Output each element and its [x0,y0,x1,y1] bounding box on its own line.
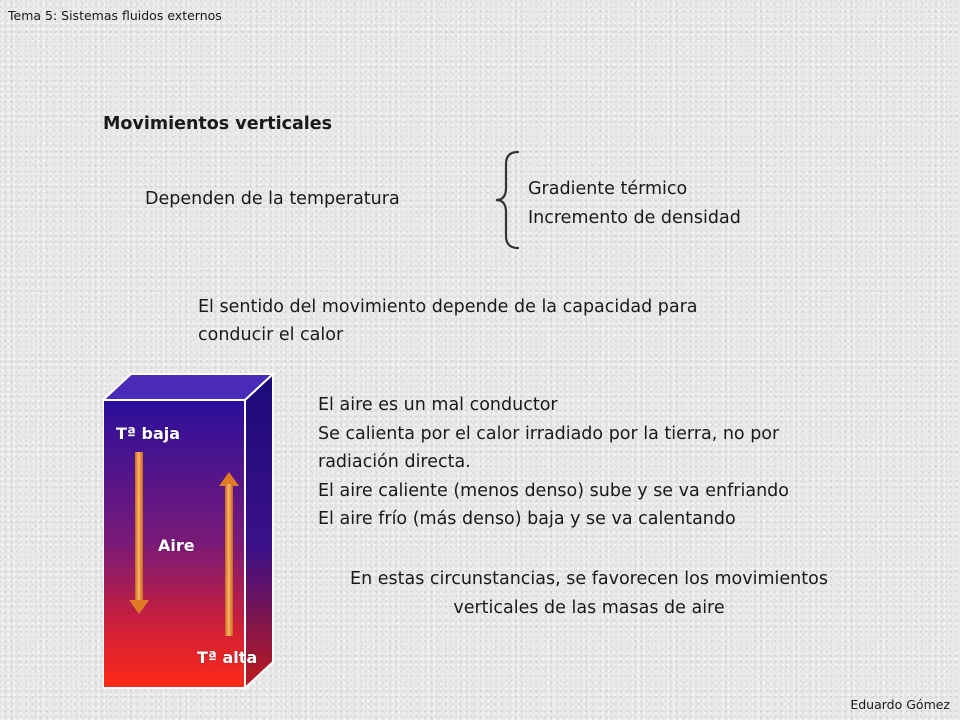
text-line: conducir el calor [198,325,344,345]
dependency-item-gradient: Gradiente térmico [528,179,688,199]
text-line: El aire frío (más denso) baja y se va calentando [318,509,736,529]
dependency-items [528,175,741,233]
air-column-diagram [103,372,275,690]
slide-header: Tema 5: Sistemas fluidos externos [8,8,222,23]
dependency-label: Dependen de la temperatura [145,189,400,209]
text-line: verticales de las masas de aire [453,598,725,618]
air-column-graphic [103,372,275,690]
slide-footer-author: Eduardo Gómez [850,697,950,712]
text-line: Se calienta por el calor irradiado por la tierra, no por [318,423,780,444]
conclusion-text [320,565,858,623]
text-line: El aire es un mal conductor [318,395,558,415]
text-line: radiación directa. [318,452,471,472]
explanation-text [318,391,789,534]
text-line: El sentido del movimiento depende de la capacidad para [198,297,698,317]
slide-title: Movimientos verticales [103,114,333,134]
text-line: El aire caliente (menos denso) sube y se va enfriando [318,480,789,501]
label-low-temperature: Tª baja [116,424,181,443]
text-line: En estas circunstancias, se favorecen los movimientos [350,569,828,589]
box-top-face [103,374,273,400]
curly-brace [492,148,532,252]
label-high-temperature: Tª alta [197,648,258,667]
movement-direction-text [198,293,698,349]
box-side-face [245,374,273,688]
dependency-item-density: Incremento de densidad [528,208,741,228]
label-air: Aire [158,536,195,555]
